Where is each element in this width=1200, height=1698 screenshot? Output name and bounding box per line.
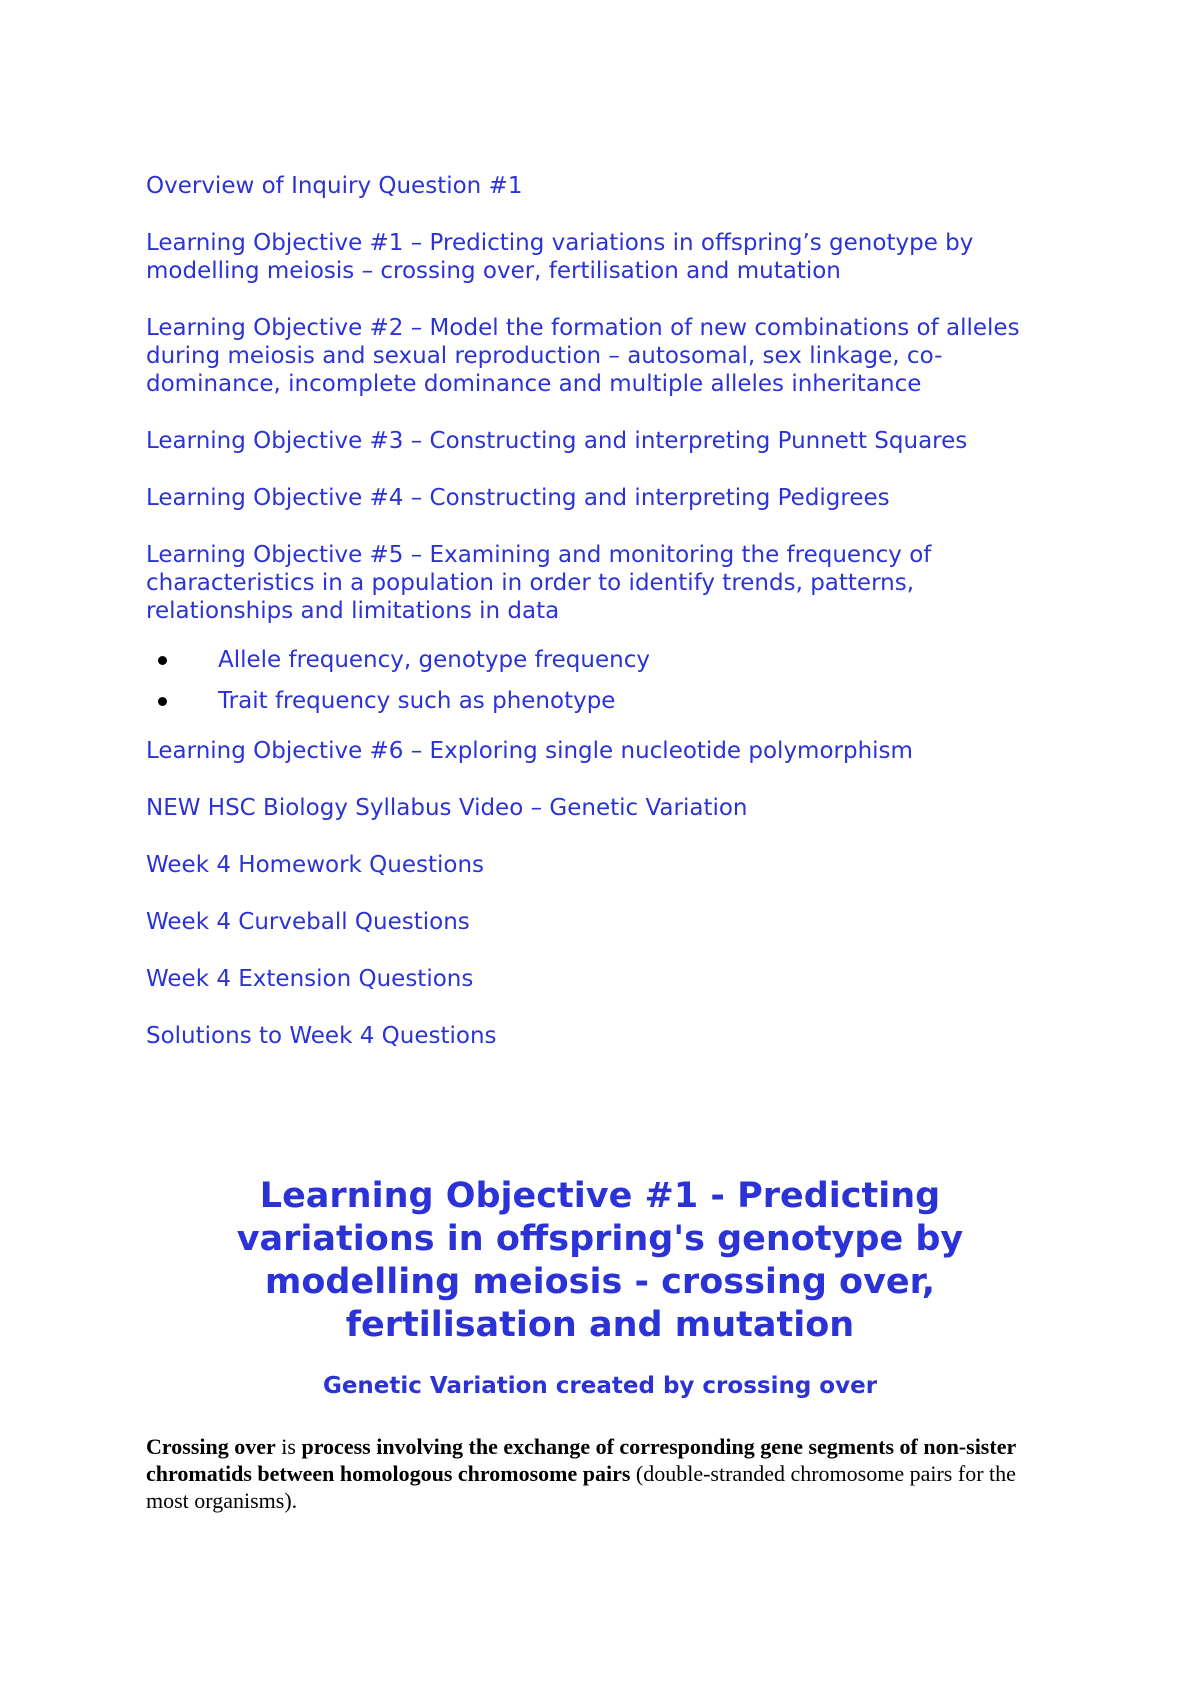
toc-link-objective-4[interactable]: Learning Objective #4 – Constructing and interpreting Pedigrees	[146, 485, 890, 511]
body-paragraph	[146, 1433, 1058, 1514]
list-item	[146, 646, 1056, 674]
definition-rest: (double-stranded chromosome pairs for the most organisms).	[146, 1461, 1016, 1513]
objective-5-sublist	[146, 646, 1056, 715]
list-item	[146, 687, 1056, 715]
section-heading: Learning Objective #1 - Predicting variations in offspring's genotype by modelling meiosis - crossing over, fertilisation and mutation	[236, 1176, 964, 1345]
definition-bold: process involving the exchange of corresponding gene segments of non-sister chromatids between homologous chromosome pairs	[146, 1434, 1016, 1486]
toc-link-overview[interactable]: Overview of Inquiry Question #1	[146, 173, 523, 199]
table-of-contents	[146, 172, 1056, 1079]
toc-link-objective-5[interactable]: Learning Objective #5 – Examining and monitoring the frequency of characteristics in a population in order to identify trends, patterns, relationships and limitations in data	[146, 542, 932, 624]
bullet-icon	[158, 656, 167, 665]
toc-link-objective-3[interactable]: Learning Objective #3 – Constructing and interpreting Punnett Squares	[146, 428, 968, 454]
connector-text: is	[275, 1434, 302, 1459]
toc-link-extension[interactable]: Week 4 Extension Questions	[146, 966, 474, 992]
toc-link-homework[interactable]: Week 4 Homework Questions	[146, 852, 485, 878]
toc-link-objective-2[interactable]: Learning Objective #2 – Model the formation of new combinations of alleles during meiosis and sexual reproduction – autosomal, sex linkage, co-dominance, incomplete dominance and multiple alleles inheritance	[146, 315, 1020, 397]
toc-sublink-trait-frequency[interactable]: Trait frequency such as phenotype	[218, 688, 616, 714]
toc-sublink-allele-frequency[interactable]: Allele frequency, genotype frequency	[218, 647, 650, 673]
bullet-icon	[158, 697, 167, 706]
toc-link-solutions[interactable]: Solutions to Week 4 Questions	[146, 1023, 497, 1049]
toc-link-curveball[interactable]: Week 4 Curveball Questions	[146, 909, 470, 935]
toc-link-objective-1[interactable]: Learning Objective #1 – Predicting variations in offspring’s genotype by modelling meiosis – crossing over, fertilisation and mutation	[146, 230, 974, 284]
toc-link-objective-6[interactable]: Learning Objective #6 – Exploring single nucleotide polymorphism	[146, 738, 913, 764]
toc-link-video[interactable]: NEW HSC Biology Syllabus Video – Genetic Variation	[146, 795, 748, 821]
section-subheading: Genetic Variation created by crossing over	[322, 1373, 878, 1399]
term-crossing-over: Crossing over	[146, 1434, 276, 1459]
